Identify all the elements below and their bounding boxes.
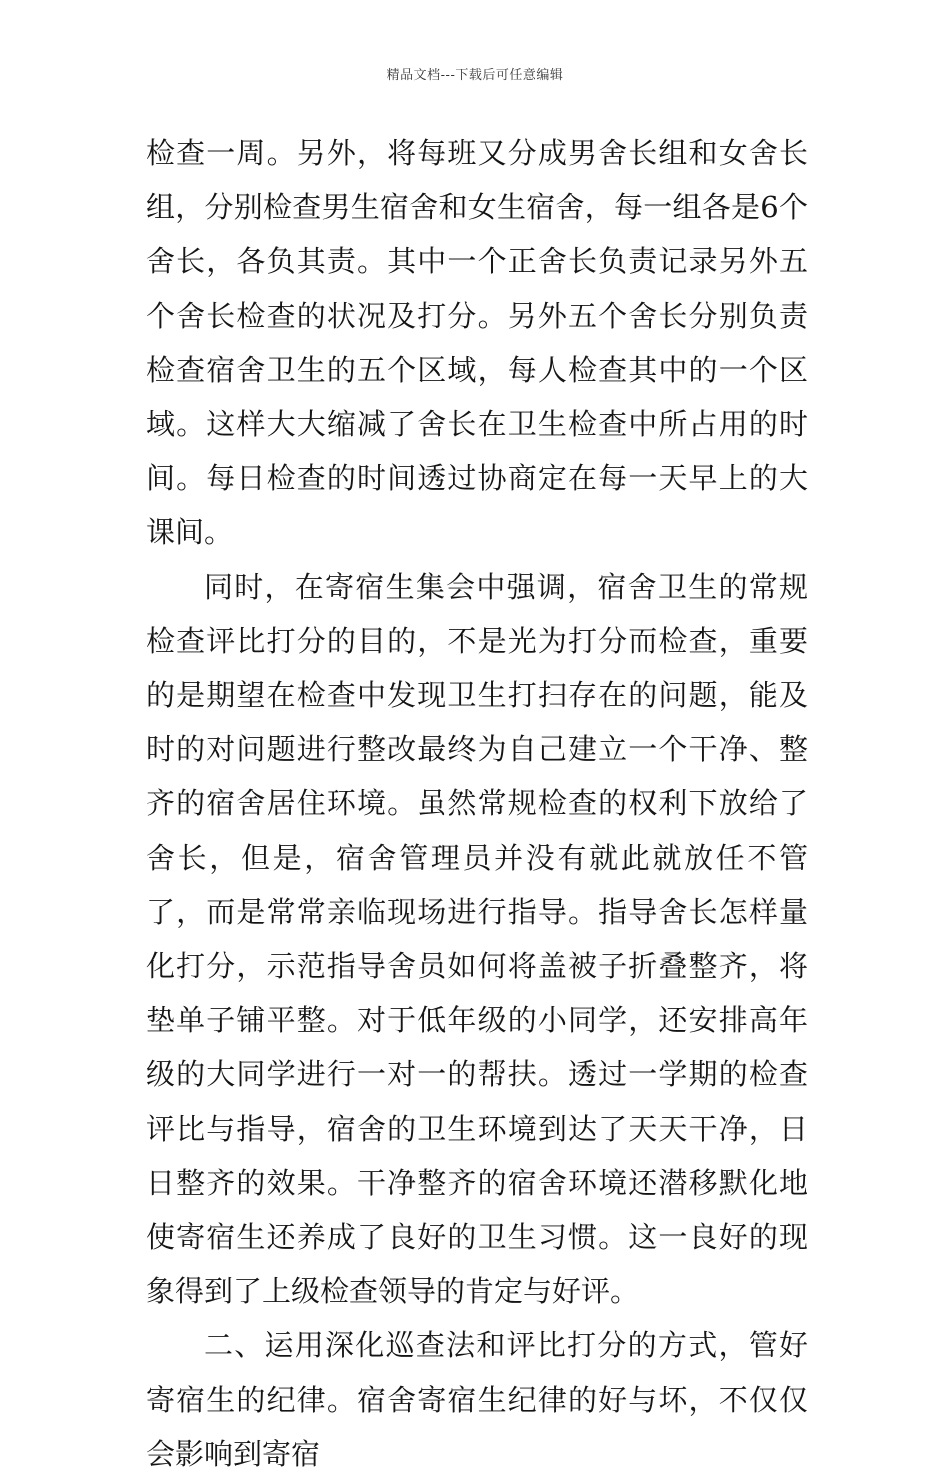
- page-header: 精品文档---下载后可任意编辑: [386, 68, 564, 83]
- paragraph-discipline: 二、运用深化巡查法和评比打分的方式，管好寄宿生的纪律。宿舍寄宿生纪律的好与坏，不仅仅会影响到寄宿: [146, 1328, 808, 1471]
- document-body: [146, 126, 808, 1481]
- paragraph-dormitory-hygiene: 同时，在寄宿生集会中强调，宿舍卫生的常规检查评比打分的目的，不是光为打分而检查，重要的是期望在检查中发现卫生打扫存在的问题，能及时的对问题进行整改最终为自己建立一个干净、整齐的宿舍居住环境。虽然常规检查的权利下放给了舍长，但是，宿舍管理员并没有就此就放任不管了，而是常常亲临现场进行指导。指导舍长怎样量化打分，示范指导舍员如何将盖被子折叠整齐，将垫单子铺平整。对于低年级的小同学，还安排高年级的大同学进行一对一的帮扶。透过一学期的检查评比与指导，宿舍的卫生环境到达了天天干净，日日整齐的效果。干净整齐的宿舍环境还潜移默化地使寄宿生还养成了良好的卫生习惯。这一良好的现象得到了上级检查领导的肯定与好评。: [146, 569, 808, 1309]
- paragraph-continued: 检查一周。另外，将每班又分成男舍长组和女舍长组，分别检查男生宿舍和女生宿舍，每一组各是6个舍长，各负其责。其中一个正舍长负责记录另外五个舍长检查的状况及打分。另外五个舍长分别负责检查宿舍卫生的五个区域，每人检查其中的一个区域。这样大大缩减了舍长在卫生检查中所占用的时间。每日检查的时间透过协商定在每一天早上的大课间。: [146, 136, 808, 550]
